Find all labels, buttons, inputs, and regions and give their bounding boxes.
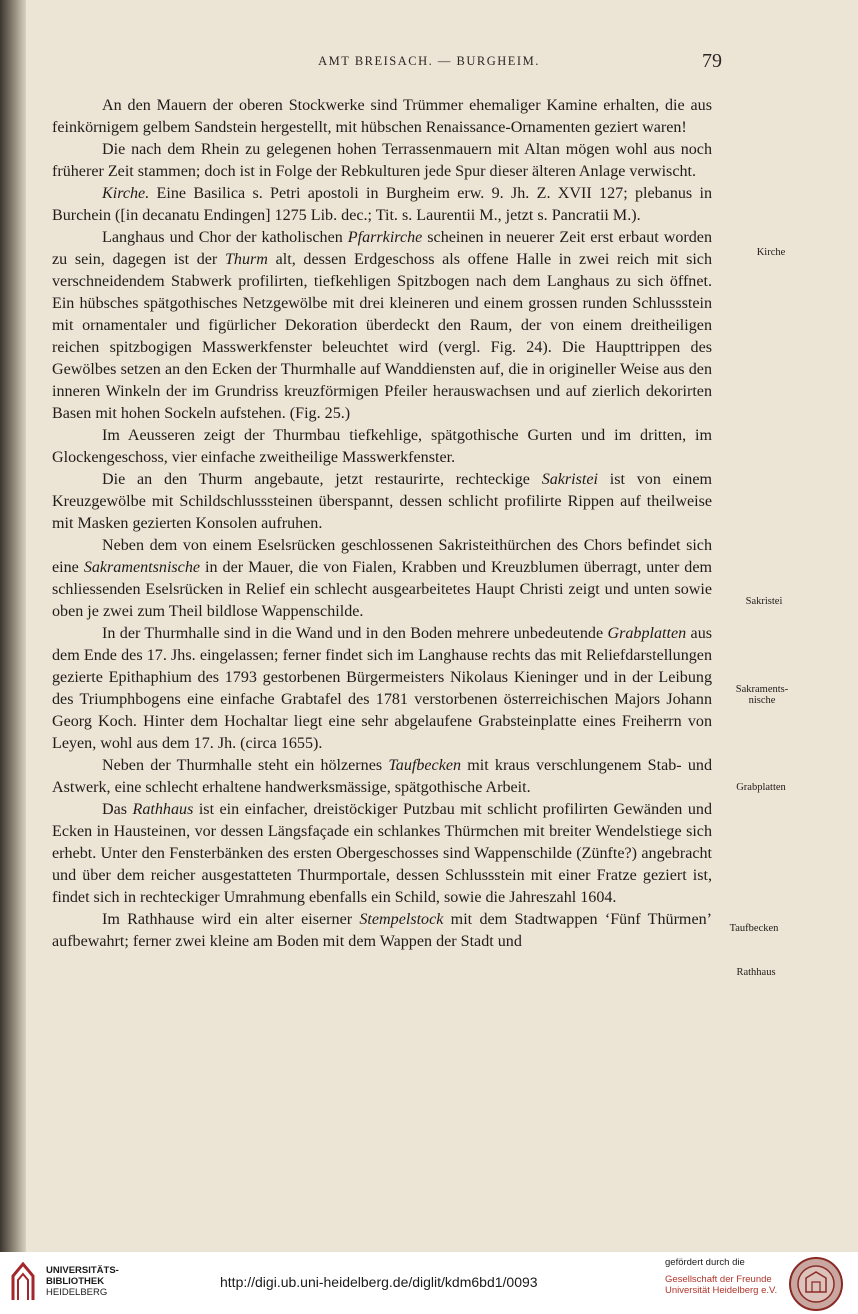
paragraph: Neben der Thurmhalle steht ein hölzernes Taufbecken mit kraus verschlungenem Stab- und Astwerk, eine schlecht erhaltene handwerksmässige, spätgothische Arbeit. xyxy=(52,757,712,796)
paragraph: Im Rathhause wird ein alter eiserner Stempelstock mit dem Stadtwappen ‘Fünf Thürmen’ aufbewahrt; ferner zwei kleine am Boden mit dem Wappen der Stadt und xyxy=(52,911,712,950)
running-title: AMT BREISACH. — BURGHEIM. xyxy=(318,54,540,68)
paragraph: An den Mauern der oberen Stockwerke sind Trümmer ehemaliger Kamine erhalten, die aus feinkörnigem gelbem Sandstein hergestellt, mit hübschen Renaissance-Ornamenten geziert waren! xyxy=(52,97,712,136)
sponsor-credit: gefördert durch die Gesellschaft der Freunde Universität Heidelberg e.V. xyxy=(665,1257,778,1296)
margin-note-kirche: Kirche xyxy=(756,247,786,258)
paragraph: Im Aeusseren zeigt der Thurmbau tiefkehlige, spätgothische Gurten und im dritten, im Glockengeschoss, vier einfache zweitheilige Masswerkfenster. xyxy=(52,427,712,466)
body-text xyxy=(52,95,712,953)
page-number: 79 xyxy=(702,50,722,72)
margin-note-grabplatten: Grabplatten xyxy=(736,782,786,793)
margin-note-rathhaus: Rathhaus xyxy=(736,967,776,978)
paragraph: Kirche. Eine Basilica s. Petri apostoli in Burgheim erw. 9. Jh. Z. XVII 127; plebanus in Burchein ([in decanatu Endingen] 1275 Lib. dec.; Tit. s. Laurentii M., jetzt s. Pancratii M.). xyxy=(52,185,712,224)
library-name: UNIVERSITÄTS- BIBLIOTHEK HEIDELBERG xyxy=(46,1265,119,1298)
paragraph: Neben dem von einem Eselsrücken geschlossenen Sakristeithürchen des Chors befindet sich eine Sakramentsnische in der Mauer, die von Fialen, Krabben und Kreuzblumen überragt, unter dem schliessenden Eselsrücken in Relief ein schlecht ausgearbeitetes Haupt Christi zeigt und unten sowie oben je zwei zum Theil bildlose Wappenschilde. xyxy=(52,537,713,620)
library-logo-icon xyxy=(10,1262,36,1302)
university-seal-icon xyxy=(788,1256,844,1312)
paragraph: Die nach dem Rhein zu gelegenen hohen Terrassenmauern mit Altan mögen wohl aus noch früherer Zeit stammen; doch ist in Folge der Rebkulturen jede Spur dieser älteren Anlage verwischt. xyxy=(52,141,712,180)
paragraph: Das Rathhaus ist ein einfacher, dreistöckiger Putzbau mit schlicht profilirten Gewänden und Ecken in Hausteinen, vor dessen Längsfaçade ein schlankes Thürmchen mit breiter Wendelstiege sich erhebt. Unter den Fensterbänken des ersten Obergeschosses sind Wappenschilde (Zünfte?) angebracht und über dem reicher ausgestatteten Thurmportale, dessen Schlussstein mit einer Fratze geziert ist, findet sich in rechteckiger Umrahmung ebenfalls ein Schild, sowie die Jahreszahl 1604. xyxy=(52,801,712,906)
margin-note-taufbecken: Taufbecken xyxy=(729,923,779,934)
margin-note-sakramentsnische: Sakraments- nische xyxy=(735,684,789,706)
margin-note-sakristei: Sakristei xyxy=(745,596,783,607)
paragraph: Langhaus und Chor der katholischen Pfarrkirche scheinen in neuerer Zeit erst erbaut worden zu sein, dagegen ist der Thurm alt, dessen Erdgeschoss als offene Halle in zwei reich mit sich verschneidendem Stabwerk profilirten, tiefkehligen Spitzbogen nach dem Langhaus zu sich öffnet. Ein hübsches spätgothisches Netzgewölbe mit drei kleineren und einem grossen runden Schlussstein mit ornamentaler und figürlicher Dekoration überdeckt den Raum, der von einem dreitheiligen reichen spitzbogigen Masswerkfenster beleuchtet wird (vergl. Fig. 24). Die Haupttrippen des Gewölbes setzen an den Ecken der Thurmhalle auf Wanddiensten auf, die in origineller Weise aus den inneren Winkeln der im Grundriss kreuzförmigen Pfeiler herauswachsen und auf zierlich dekorirten Basen mit hohen Sockeln aufstehen. (Fig. 25.) xyxy=(52,229,713,422)
paragraph: Die an den Thurm angebaute, jetzt restaurirte, rechteckige Sakristei ist von einem Kreuzgewölbe mit Schildschlusssteinen überspannt, dessen schlicht profilirte Rippen auf theilweise mit Masken gezierten Konsolen aufruhen. xyxy=(52,471,712,532)
permalink-url[interactable]: http://digi.ub.uni-heidelberg.de/diglit/kdm6bd1/0093 xyxy=(220,1274,538,1290)
paragraph: In der Thurmhalle sind in die Wand und in den Boden mehrere unbedeutende Grabplatten aus dem Ende des 17. Jhs. eingelassen; ferner findet sich im Langhause rechts das mit Reliefdarstellungen gezierte Epithaphium des 1793 gestorbenen Bürgermeisters Nikolaus Kieninger und in der Leibung des Triumphbogens eine einfache Grabtafel des 1781 verstorbenen österreichischen Majors Johann Georg Koch. Hinter dem Hochaltar liegt eine sehr abgelaufene Grabsteinplatte eines Freiherrn von Leyen, wohl aus dem 17. Jh. (circa 1655). xyxy=(52,625,712,752)
footer-bar xyxy=(0,1252,858,1314)
section-lead: Kirche. xyxy=(102,185,150,202)
